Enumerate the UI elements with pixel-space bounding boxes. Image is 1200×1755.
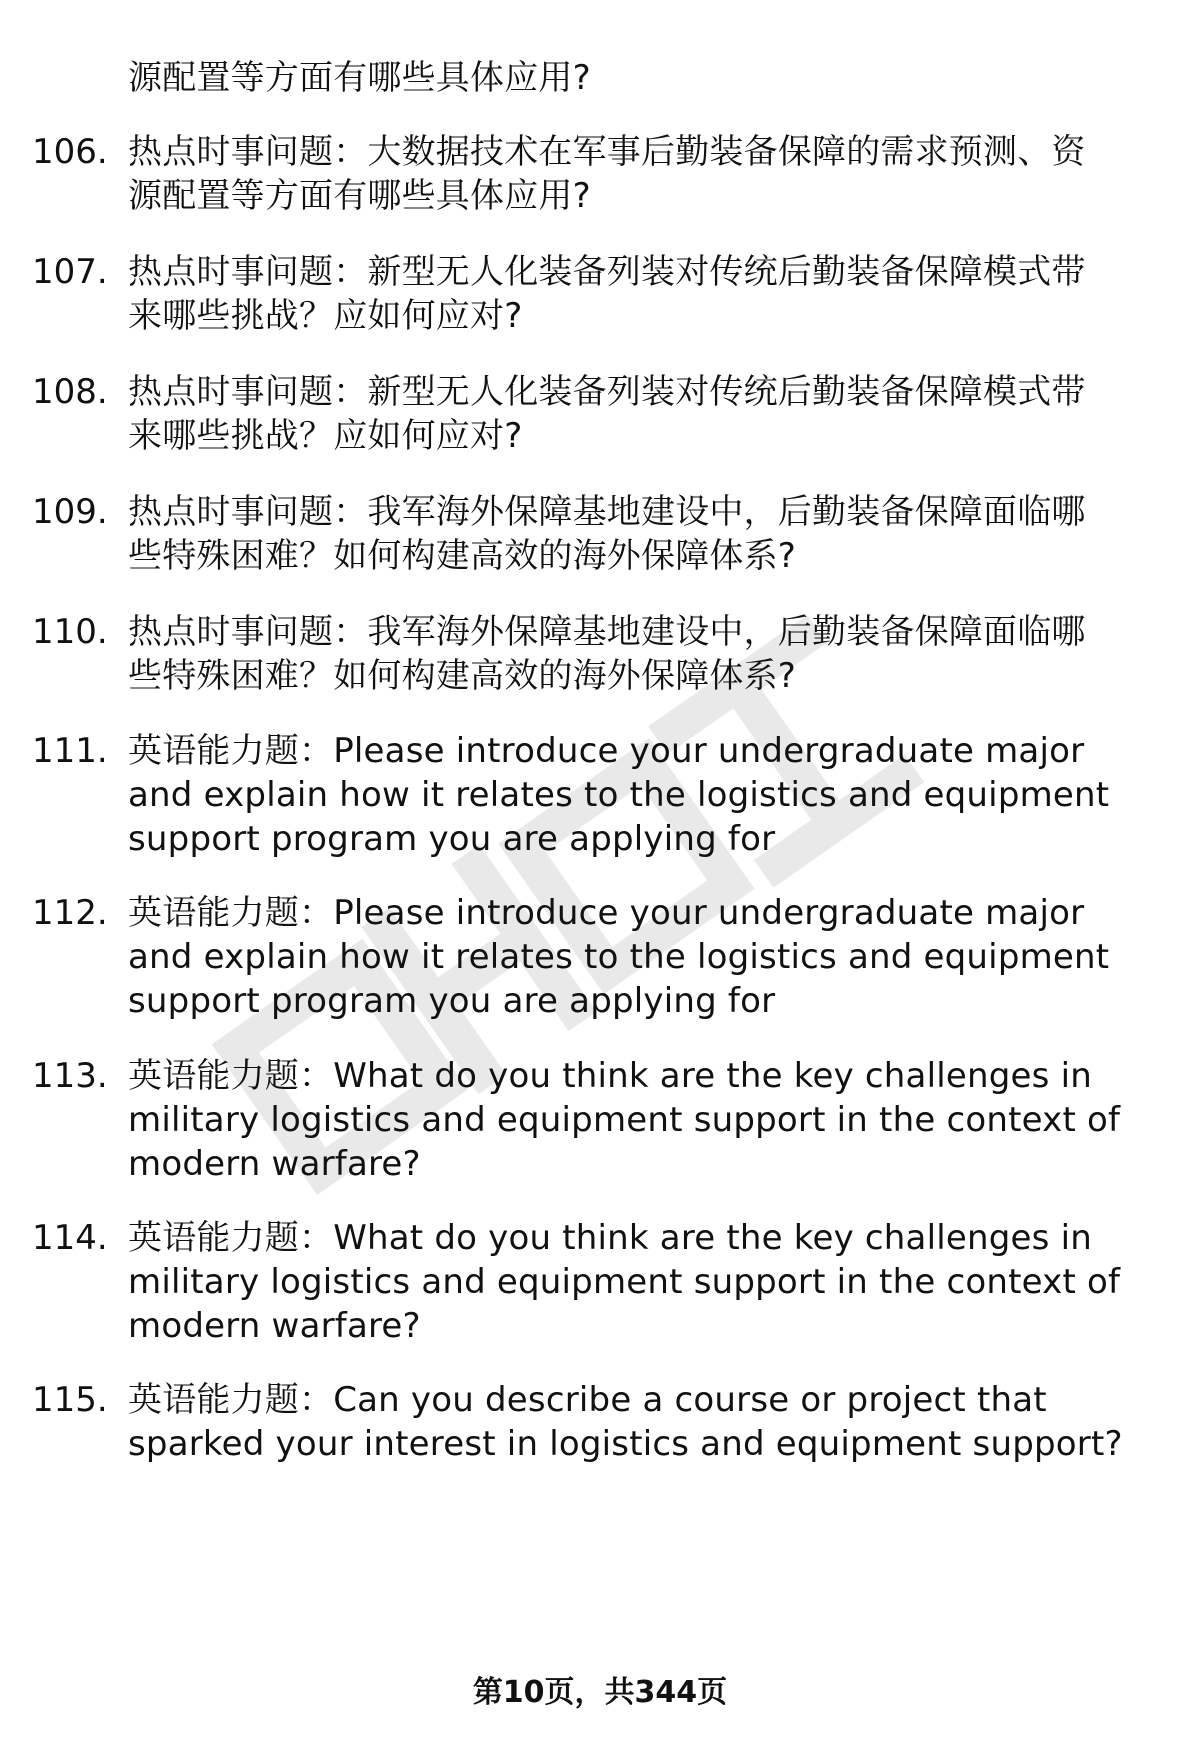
item-text-line: 来哪些挑战？应如何应对? (128, 416, 523, 456)
item-number: 109. (32, 492, 108, 532)
item-number: 112. (32, 893, 108, 933)
item-number: 115. (32, 1380, 108, 1420)
item-text-line: military logistics and equipment support in the context of (128, 1262, 1121, 1302)
item-text-line: and explain how it relates to the logistics and equipment (128, 775, 1110, 815)
item-text-line: 英语能力题：What do you think are the key challenges in (128, 1218, 1092, 1258)
item-number: 113. (32, 1056, 108, 1096)
item-number: 110. (32, 612, 108, 652)
item-text-line: 英语能力题：Please introduce your undergraduate major (128, 893, 1085, 933)
item-text-line: 英语能力题：What do you think are the key challenges in (128, 1056, 1092, 1096)
item-number: 108. (32, 372, 108, 412)
item-number: 106. (32, 132, 108, 172)
item-number: 114. (32, 1218, 108, 1258)
item-text-line: military logistics and equipment support in the context of (128, 1100, 1121, 1140)
item-text-line: 些特殊困难？如何构建高效的海外保障体系? (128, 536, 797, 576)
item-text-line: 源配置等方面有哪些具体应用? (128, 176, 591, 216)
item-text-line: 英语能力题：Can you describe a course or project that (128, 1380, 1047, 1420)
item-text-line: 英语能力题：Please introduce your undergraduate major (128, 731, 1085, 771)
item-number: 107. (32, 252, 108, 292)
item-text-line: 热点时事问题：我军海外保障基地建设中，后勤装备保障面临哪 (128, 492, 1086, 532)
item-text-line: and explain how it relates to the logistics and equipment (128, 937, 1110, 977)
item-number: 111. (32, 731, 108, 771)
item-text-line: 热点时事问题：大数据技术在军事后勤装备保障的需求预测、资 (128, 132, 1086, 172)
item-text-line: modern warfare? (128, 1306, 421, 1346)
item-text-line: modern warfare? (128, 1144, 421, 1184)
item-text-line: 来哪些挑战？应如何应对? (128, 296, 523, 336)
item-text-line: 热点时事问题：新型无人化装备列装对传统后勤装备保障模式带 (128, 372, 1086, 412)
item-text-line: support program you are applying for (128, 819, 776, 859)
item-text-line: 热点时事问题：新型无人化装备列装对传统后勤装备保障模式带 (128, 252, 1086, 292)
item-text-line: 热点时事问题：我军海外保障基地建设中，后勤装备保障面临哪 (128, 612, 1086, 652)
item-text-line: support program you are applying for (128, 981, 776, 1021)
continuation-line: 源配置等方面有哪些具体应用? (128, 58, 591, 98)
page-number-footer: 第10页，共344页 (472, 1675, 728, 1710)
item-text-line: 些特殊困难？如何构建高效的海外保障体系? (128, 656, 797, 696)
item-text-line: sparked your interest in logistics and equipment support? (128, 1424, 1123, 1464)
